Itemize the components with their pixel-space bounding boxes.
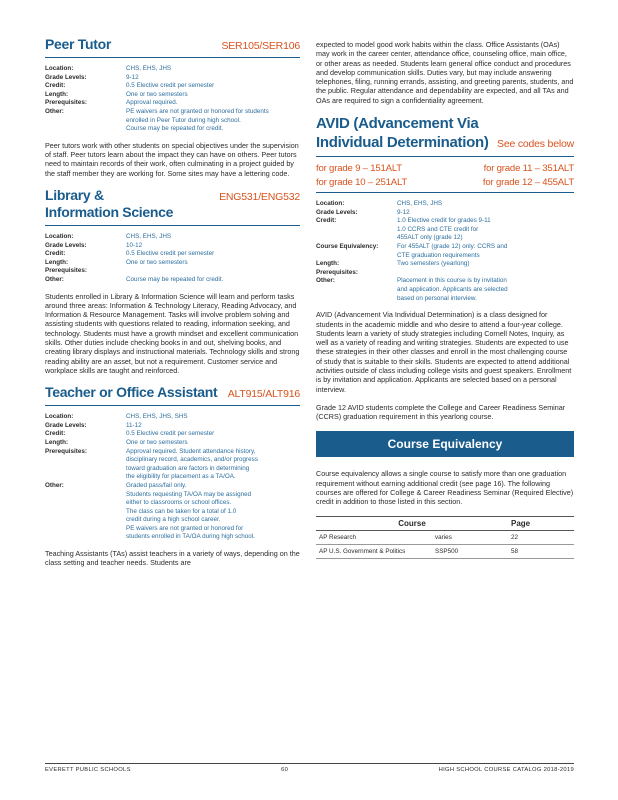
info-value: Graded pass/fail only. xyxy=(126,481,187,489)
info-label: Prerequisites: xyxy=(45,267,87,275)
info-value: 0.5 Elective credit per semester xyxy=(126,250,215,258)
info-label: Credit: xyxy=(45,430,66,438)
info-label: Location: xyxy=(45,232,74,240)
title-line: Library & xyxy=(45,186,104,203)
info-value: either to classrooms or school offices. xyxy=(126,499,232,507)
info-value: One or two semesters xyxy=(126,258,188,266)
course-code-cell: varies xyxy=(432,530,508,544)
peer-tutor-description: Peer tutors work with other students on special objectives under the supervision of staff. Peer tutors learn about the impact they can have on others. Peer tutors need to maintain records of their work, often culminating in a project guided by the staff member they are working for. Some sites may have a lettering code. xyxy=(45,140,299,178)
info-label: Other: xyxy=(316,277,335,285)
grade-code: for grade 12 – 455ALT xyxy=(482,177,574,189)
info-value: PE waivers are not granted or honored for students xyxy=(126,107,269,115)
info-value: 9-12 xyxy=(397,208,410,216)
course-name: AP U.S. Government & Politics xyxy=(316,544,432,558)
library-info xyxy=(45,233,300,285)
course-code: ENG531/ENG532 xyxy=(219,190,300,203)
avid-header xyxy=(316,114,574,157)
avid-info xyxy=(316,200,574,303)
info-value: Course may be repeated for credit. xyxy=(126,275,224,283)
info-value: students enrolled in TA/OA during high school. xyxy=(126,533,255,541)
info-label: Location: xyxy=(45,413,74,421)
info-label: Grade Levels: xyxy=(316,208,358,216)
info-label: Credit: xyxy=(45,250,66,258)
course-code: ALT915/ALT916 xyxy=(227,388,300,401)
info-value: One or two semesters xyxy=(126,90,188,98)
info-label: Location: xyxy=(316,200,345,208)
info-label: Length: xyxy=(45,90,69,98)
info-label: Prerequisites: xyxy=(45,447,87,455)
info-label: Prerequisites: xyxy=(45,99,87,107)
info-label: Prerequisites: xyxy=(316,268,358,276)
grade-code: for grade 11 – 351ALT xyxy=(483,163,574,175)
section-title: Peer Tutor xyxy=(45,36,111,52)
info-value: PE waivers are not granted or honored for xyxy=(126,524,244,532)
info-label: Location: xyxy=(45,65,74,72)
course-equivalency-banner: Course Equivalency xyxy=(316,431,574,457)
section-title: Teacher or Office Assistant xyxy=(45,384,218,401)
info-value: Course may be repeated for credit. xyxy=(126,125,224,133)
info-value: 11-12 xyxy=(126,421,142,429)
table-row xyxy=(316,544,574,558)
info-value: CHS, EHS, JHS, SHS xyxy=(126,413,188,421)
info-value: Approval required. Student attendance history, xyxy=(126,447,256,455)
info-value: 455ALT only (grade 12) xyxy=(397,234,463,242)
footer-catalog-title: HIGH SCHOOL COURSE CATALOG 2018-2019 xyxy=(438,767,574,773)
info-value: 9-12 xyxy=(126,73,139,81)
info-value: enrolled in Peer Tutor during high school. xyxy=(126,116,241,124)
info-label: Other: xyxy=(45,275,64,283)
info-label: Course Equivalency: xyxy=(316,243,379,251)
course-name: AP Research xyxy=(316,530,432,544)
info-value: Approval required. xyxy=(126,99,178,107)
column-header-course: Course xyxy=(316,516,508,530)
course-equivalency-table xyxy=(316,516,574,559)
info-value: and application. Applicants are selected xyxy=(397,286,508,294)
peer-tutor-info xyxy=(45,65,300,134)
table-header-row xyxy=(316,516,574,530)
column-header-page: Page xyxy=(508,516,574,530)
info-value: 1.0 Elective credit for grades 9-11 xyxy=(397,217,491,225)
left-column xyxy=(45,36,300,577)
course-code: See codes below xyxy=(497,138,574,151)
peer-tutor-header xyxy=(45,36,300,58)
info-label: Length: xyxy=(316,260,340,268)
right-column xyxy=(316,36,574,559)
info-value xyxy=(126,267,300,276)
library-header xyxy=(45,187,300,226)
teacher-assistant-description: Teaching Assistants (TAs) assist teachers in a variety of ways, depending on the class setting and teacher needs. Students are xyxy=(45,549,300,568)
library-description: Students enrolled in Library & Information Science will learn and perform tasks around three areas: Information & Technology Literacy, Reading Advocacy, and Information & Resource Management. Tasks will involve problem solving and assisting students with questions related to reading, information seeking, and technology. Students must have a growth mindset and excellent communication skills. Other duties include checking books in and out, shelving books, and creating library displays and instructional materials. Technology skills and strong reading ability are an asset, but not a requirement. Customer service and workplace skills are taught and reinforced. xyxy=(45,291,300,375)
info-value: For 455ALT (grade 12) only: CCRS and xyxy=(397,243,508,251)
info-value xyxy=(397,269,574,278)
info-value: based on personal interview. xyxy=(397,294,477,302)
teacher-assistant-info xyxy=(45,413,300,542)
section-title: AVID (Advancement Via xyxy=(316,115,479,133)
info-value: 0.5 Elective credit per semester xyxy=(126,430,215,438)
info-value: the eligibility for placement as a TA/OA. xyxy=(126,473,236,481)
footer-page-number: 60 xyxy=(281,767,289,773)
info-value: 0.5 Elective credit per semester xyxy=(126,82,215,90)
info-value: 1.0 CCRS and CTE credit for xyxy=(397,225,479,233)
teacher-assistant-header xyxy=(45,384,300,406)
info-value: CHS, EHS, JHS xyxy=(126,65,172,72)
teacher-assistant-continued: expected to model good work habits within the class. Office Assistants (OAs) may work in the career center, attendance office, counseling office, main office, or other areas as needed. Students learn general office conduct and procedures and develop communication skills. Duties vary, but may include answering telephones, filing, running errands, assisting, and greeting parents, students, and the public. Regular attendance and dependability are expected, and all TAs and OAs are required to sign a confidentiality agreement. xyxy=(316,40,574,105)
info-value: toward graduation are factors in determining xyxy=(126,464,250,472)
info-value: CTE graduation requirements xyxy=(397,251,480,259)
info-value: disciplinary record, academics, and/or progress xyxy=(126,456,258,464)
info-value: Two semesters (yearlong) xyxy=(397,260,470,268)
info-value: CHS, EHS, JHS xyxy=(126,232,172,240)
info-value: One or two semesters xyxy=(126,438,188,446)
course-code: SER105/SER106 xyxy=(221,40,300,52)
avid-grade12-note: Grade 12 AVID students complete the College and Career Readiness Seminar (CCRS) graduation requirement in this yearlong course. xyxy=(316,402,566,422)
info-value: The class can be taken for a total of 1.0 xyxy=(126,507,237,515)
table-row xyxy=(316,530,574,544)
info-label: Other: xyxy=(45,107,64,115)
info-label: Grade Levels: xyxy=(45,241,87,249)
info-value: credit during a high school career. xyxy=(126,516,221,524)
course-code-cell: SSP500 xyxy=(432,544,508,558)
info-label: Length: xyxy=(45,258,69,266)
info-value: 10-12 xyxy=(126,241,143,249)
info-label: Credit: xyxy=(45,82,66,90)
grade-code: for grade 9 – 151ALT xyxy=(316,163,402,175)
page-footer xyxy=(45,763,574,773)
avid-grade-codes xyxy=(316,163,574,193)
course-equivalency-description: Course equivalency allows a single course to satisfy more than one graduation requirement without earning additional credit (see page 16). The following courses are offered for College & Career Readiness Seminar (Required Elective) credit in addition to those listed in this section. xyxy=(316,469,574,507)
info-label: Grade Levels: xyxy=(45,73,87,81)
info-label: Credit: xyxy=(316,217,337,225)
info-value: Placement in this course is by invitation xyxy=(397,277,507,285)
avid-description: AVID (Advancement Via Individual Determination) is a class designed for students in the academic middle and who desire to attend a four-year college. Students learn a variety of study strategies including Cornell Notes, Inquiry, as well as a variety of reading and writing strategies. Students are expected to use these strategies in their other classes and enroll in the most challenging course of study that is suitable to their skills. Students are expected to attend additional activities outside of class including college visits and guest speakers. Enrollment is by invitation and application. Applicants are selected based on a personal interview. xyxy=(316,310,572,394)
grade-code: for grade 10 – 251ALT xyxy=(316,177,408,189)
info-label: Other: xyxy=(45,481,64,489)
info-value: CHS, EHS, JHS xyxy=(397,200,443,208)
page-number: 58 xyxy=(508,544,574,558)
section-title-line2: Individual Determination) xyxy=(316,134,489,152)
info-label: Grade Levels: xyxy=(45,421,87,429)
info-label: Length: xyxy=(45,438,69,446)
title-line: Information Science xyxy=(45,203,174,220)
footer-district: EVERETT PUBLIC SCHOOLS xyxy=(45,767,131,773)
info-value: Students requesting TA/OA may be assigned xyxy=(126,490,252,498)
section-title xyxy=(45,187,173,221)
page-number: 22 xyxy=(508,530,574,544)
